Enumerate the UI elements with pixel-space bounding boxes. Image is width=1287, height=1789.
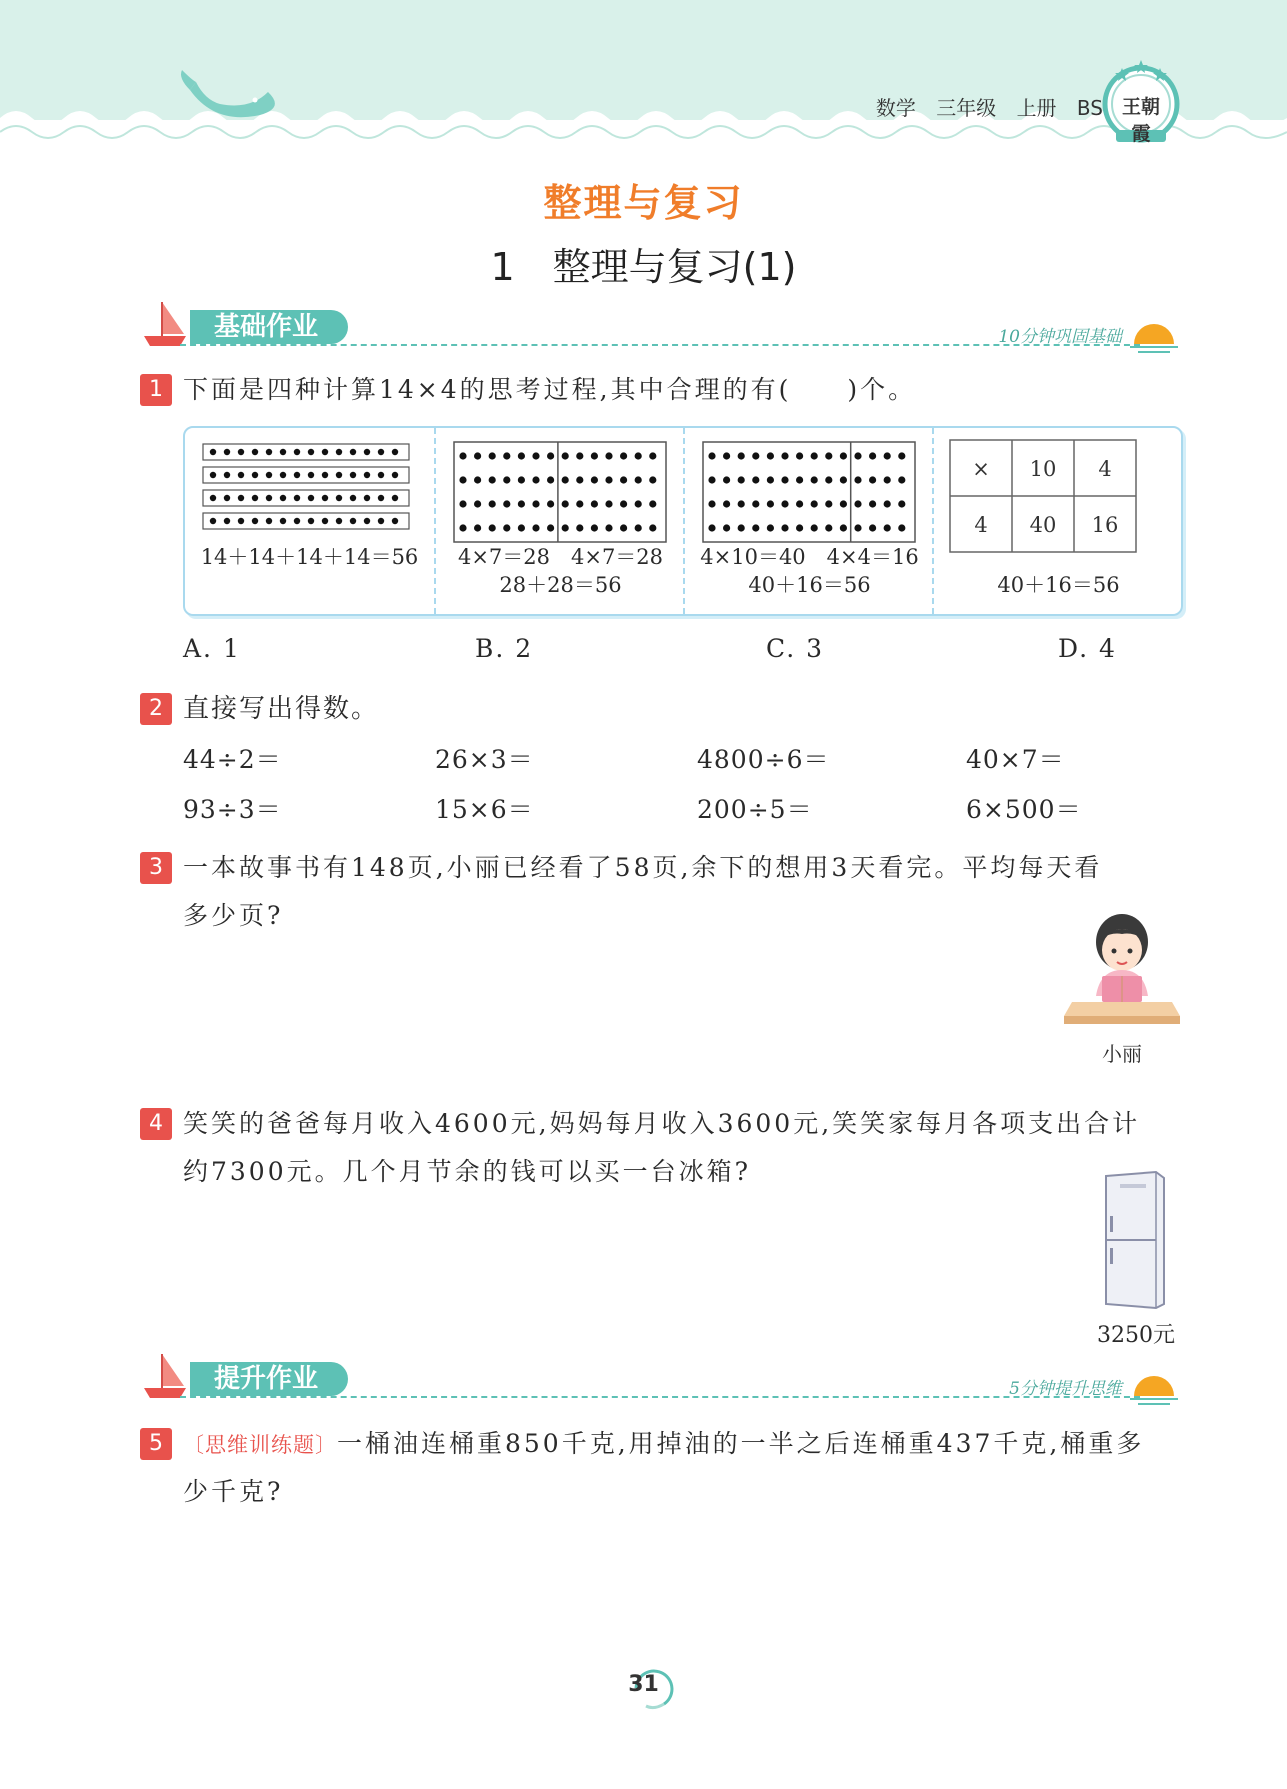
calc-item: 40×7＝ <box>966 745 1065 774</box>
section-rule <box>180 1396 1140 1398</box>
method-b-caption-1: 4×7＝28 4×7＝28 <box>457 545 664 569</box>
method-d-caption: 40＋16＝56 <box>997 573 1120 597</box>
girl-reading-illustration <box>1062 904 1182 1044</box>
question-5-line-1 <box>183 1420 1144 1469</box>
grid-cell: 10 <box>1029 457 1057 481</box>
section-hint-basic: 10分钟巩固基础 <box>998 327 1122 347</box>
grid-cell: × <box>972 457 990 481</box>
section-label-basic: 基础作业 <box>190 310 348 344</box>
sailboat-icon <box>140 1352 190 1400</box>
question-3-line-1: 一本故事书有148页,小丽已经看了58页,余下的想用3天看完。平均每天看 <box>183 853 1103 882</box>
header-edition: BS <box>1076 96 1103 120</box>
grid-cell: 16 <box>1091 513 1119 537</box>
method-b <box>434 428 685 614</box>
brand-name: 王朝霞 <box>1121 96 1160 145</box>
option-d[interactable]: D. 4 <box>1058 634 1117 663</box>
method-c <box>683 428 934 614</box>
sunrise-icon <box>1128 1366 1180 1406</box>
grid-cell: 4 <box>974 513 988 537</box>
multiplication-grid <box>934 436 1183 566</box>
figure-caption-xiaoli: 小丽 <box>1102 1042 1142 1066</box>
header-subject: 数学 <box>875 96 916 120</box>
section-hint-advanced: 5分钟提升思维 <box>1009 1379 1122 1399</box>
section-banner-basic <box>140 300 1180 360</box>
section-banner-advanced <box>140 1352 1180 1412</box>
option-b[interactable]: B. 2 <box>475 634 534 663</box>
grid-cell: 40 <box>1029 513 1057 537</box>
question-3-line-2: 多少页? <box>183 901 284 930</box>
calc-item: 15×6＝ <box>435 795 534 824</box>
method-d <box>932 428 1183 614</box>
method-a-caption: 14＋14＋14＋14＝56 <box>200 545 419 569</box>
question-number-4: 4 <box>140 1108 172 1140</box>
question-5-text: 一桶油连桶重850千克,用掉油的一半之后连桶重437千克,桶重多 <box>337 1429 1145 1458</box>
method-c-caption-2: 40＋16＝56 <box>748 573 871 597</box>
lesson-title: 1 整理与复习(1) <box>490 245 797 289</box>
page-number: 31 <box>628 1672 659 1697</box>
question-5-tag: 〔思维训练题〕 <box>183 1433 337 1457</box>
option-c[interactable]: C. 3 <box>766 634 825 663</box>
dot-array-c <box>685 438 934 548</box>
q1-method-panel <box>183 426 1183 616</box>
question-number-2: 2 <box>140 693 172 725</box>
grid-cell: 4 <box>1098 457 1112 481</box>
calc-item: 26×3＝ <box>435 745 534 774</box>
dot-array-b <box>436 438 685 548</box>
calc-item: 6×500＝ <box>966 795 1082 824</box>
section-label-advanced: 提升作业 <box>190 1362 348 1396</box>
refrigerator-icon <box>1098 1170 1168 1310</box>
method-c-caption-1: 4×10＝40 4×4＝16 <box>700 545 919 569</box>
section-rule <box>180 344 1140 346</box>
question-number-1: 1 <box>140 374 172 406</box>
sunrise-icon <box>1128 314 1180 354</box>
question-2-text: 直接写出得数。 <box>183 694 380 724</box>
calc-item: 44÷2＝ <box>183 745 282 774</box>
question-4-line-1: 笑笑的爸爸每月收入4600元,妈妈每月收入3600元,笑笑家每月各项支出合计 <box>183 1109 1141 1138</box>
header-meta <box>876 92 1103 121</box>
question-4-line-2: 约7300元。几个月节余的钱可以买一台冰箱? <box>183 1157 752 1186</box>
dot-array-a <box>185 438 434 548</box>
option-a[interactable]: A. 1 <box>183 634 241 663</box>
method-a <box>185 428 434 614</box>
refrigerator-price: 3250元 <box>1097 1323 1175 1348</box>
method-b-caption-2: 28＋28＝56 <box>499 573 622 597</box>
header-wave-band <box>0 0 1287 150</box>
calc-item: 4800÷6＝ <box>697 745 830 774</box>
question-number-3: 3 <box>140 852 172 884</box>
unit-title: 整理与复习 <box>543 181 744 225</box>
header-volume: 上册 <box>1016 96 1057 120</box>
question-1-text: 下面是四种计算14×4的思考过程,其中合理的有( )个。 <box>183 375 917 404</box>
question-5-line-2: 少千克? <box>183 1477 284 1506</box>
calc-item: 93÷3＝ <box>183 795 282 824</box>
calc-item: 200÷5＝ <box>697 795 813 824</box>
sailboat-icon <box>140 300 190 348</box>
header-grade: 三年级 <box>936 96 997 120</box>
question-number-5: 5 <box>140 1428 172 1460</box>
